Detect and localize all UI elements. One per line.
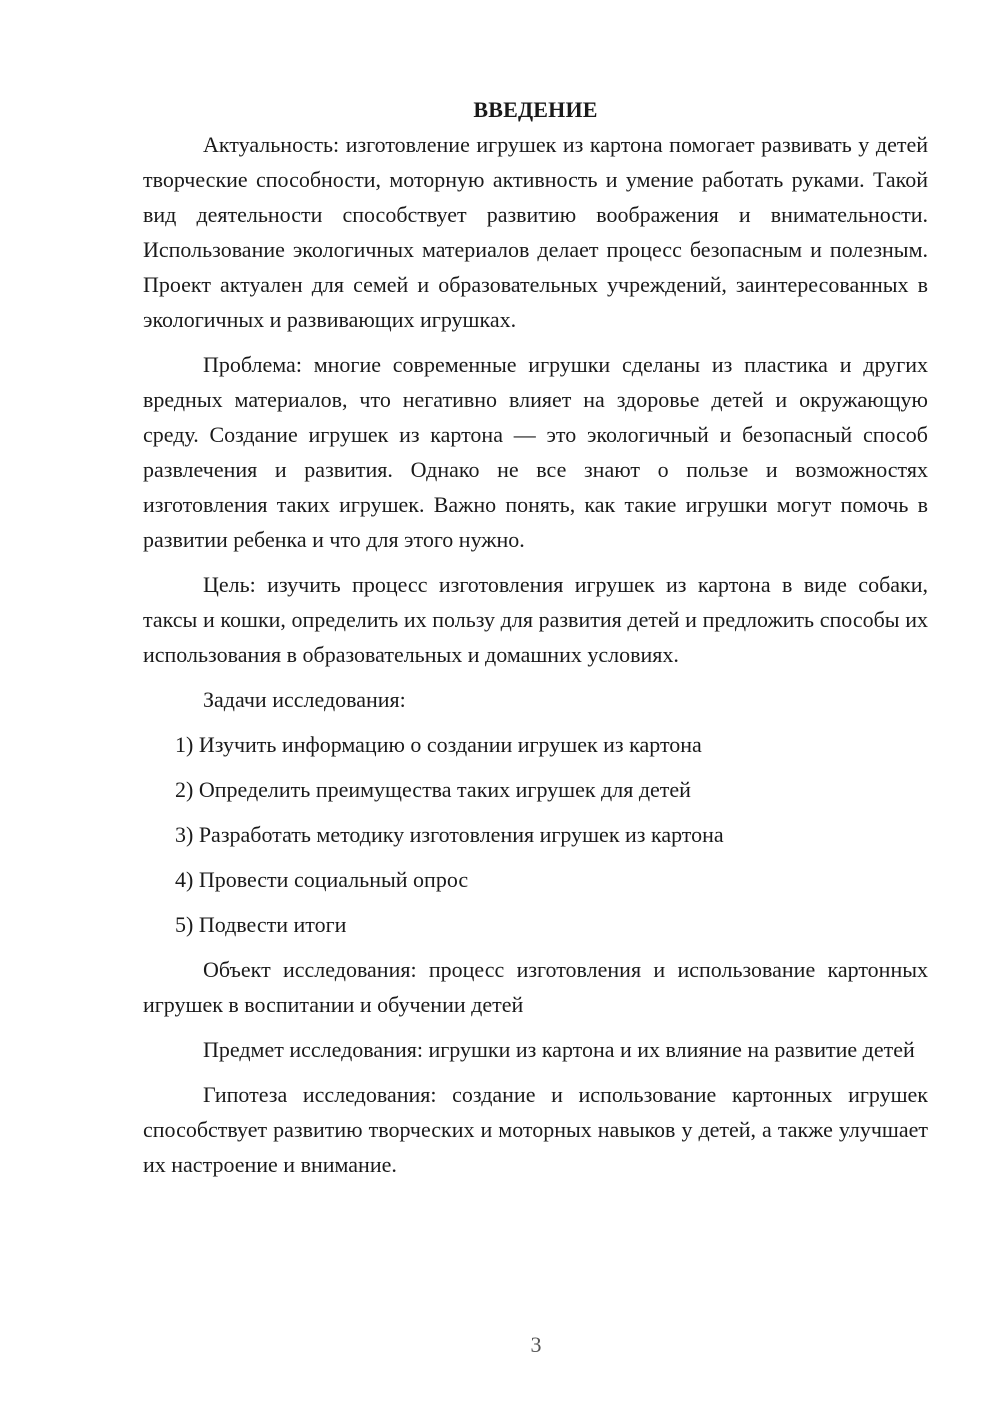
subject-paragraph: Предмет исследования: игрушки из картона и их влияние на развитие детей bbox=[203, 1037, 915, 1062]
task-item-5: 5) Подвести итоги bbox=[175, 912, 347, 937]
document-page bbox=[143, 92, 928, 1182]
task-item-2: 2) Определить преимущества таких игрушек для детей bbox=[175, 777, 691, 802]
task-item-3: 3) Разработать методику изготовления игрушек из картона bbox=[175, 822, 724, 847]
page-number: 3 bbox=[530, 1332, 542, 1357]
page-title: ВВЕДЕНИЕ bbox=[473, 97, 598, 122]
object-paragraph: Объект исследования: процесс изготовления и использование картонных игрушек в воспитании и обучении детей bbox=[143, 957, 928, 1017]
hypothesis-paragraph: Гипотеза исследования: создание и использование картонных игрушек способствует развитию творческих и моторных навыков у детей, а также улучшает их настроение и внимание. bbox=[143, 1082, 928, 1177]
problem-paragraph: Проблема: многие современные игрушки сделаны из пластика и других вредных материалов, что негативно влияет на здоровье детей и окружающую среду. Создание игрушек из картона — это экологичный и безопасный способ развлечения и развития. Однако не все знают о пользе и возможностях изготовления таких игрушек. Важно понять, как такие игрушки могут помочь в развитии ребенка и что для этого нужно. bbox=[143, 352, 928, 552]
relevance-paragraph: Актуальность: изготовление игрушек из картона помогает развивать у детей творческие способности, моторную активность и умение работать руками. Такой вид деятельности способствует развитию воображения и внимательности. Использование экологичных материалов делает процесс безопасным и полезным. Проект актуален для семей и образовательных учреждений, заинтересованных в экологичных и развивающих игрушках. bbox=[143, 132, 928, 332]
task-item-1: 1) Изучить информацию о создании игрушек из картона bbox=[175, 732, 702, 757]
goal-paragraph: Цель: изучить процесс изготовления игрушек из картона в виде собаки, таксы и кошки, определить их пользу для развития детей и предложить способы их использования в образовательных и домашних условиях. bbox=[143, 572, 928, 667]
task-list bbox=[143, 727, 928, 942]
task-item-4: 4) Провести социальный опрос bbox=[175, 867, 469, 892]
tasks-heading: Задачи исследования: bbox=[203, 687, 406, 712]
